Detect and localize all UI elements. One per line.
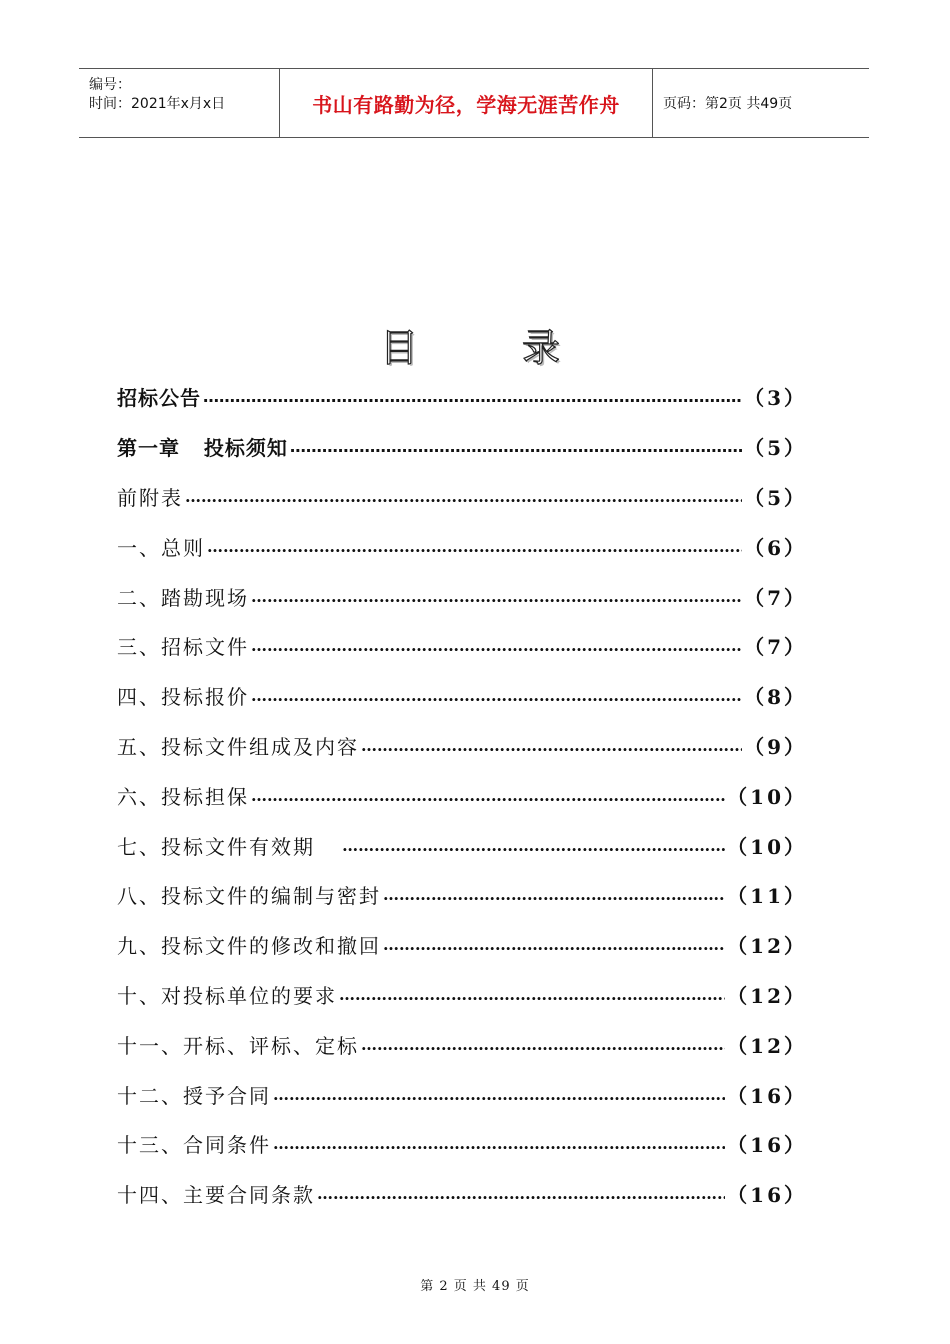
toc-entry-text: 十三、合同条件: [117, 1133, 271, 1158]
toc-entry[interactable]: [117, 870, 807, 920]
toc-entry-page: （16）: [727, 1083, 807, 1108]
toc-entry-page: （7）: [744, 585, 807, 610]
toc-entry[interactable]: [117, 721, 807, 771]
toc-entry-page: （16）: [727, 1183, 807, 1208]
toc-entry[interactable]: [117, 671, 807, 721]
toc-entry-page: （12）: [727, 1033, 807, 1058]
toc-entry-page: （5）: [744, 436, 807, 461]
toc-leader: [290, 437, 742, 456]
toc-leader: [383, 885, 725, 904]
toc-entry-text: 第一章 投标须知: [117, 436, 288, 461]
toc-entry-page: （6）: [744, 535, 807, 560]
toc-leader: [185, 487, 742, 506]
page-header: [79, 68, 869, 138]
toc-entry-page: （3）: [744, 386, 807, 411]
toc-entry-page: （10）: [727, 784, 807, 809]
toc-entry-page: （12）: [727, 983, 807, 1008]
toc-title-char-1: 目: [380, 325, 419, 370]
header-motto-cell: [280, 69, 653, 137]
toc-entry[interactable]: [117, 1119, 807, 1169]
toc-entry-page: （10）: [727, 834, 807, 859]
toc-entry-page: （12）: [727, 934, 807, 959]
toc-leader: [251, 636, 742, 655]
toc-entry-page: （16）: [727, 1133, 807, 1158]
toc-entry[interactable]: [117, 621, 807, 671]
toc-title-char-2: 录: [521, 325, 560, 370]
page-footer: 第 2 页 共 49 页: [420, 1279, 530, 1294]
toc-leader: [361, 1035, 725, 1054]
toc-title: [380, 320, 560, 368]
toc-entry-text: 十、对投标单位的要求: [117, 983, 337, 1008]
toc-leader: [207, 537, 742, 556]
toc-entry-text: 八、投标文件的编制与密封: [117, 884, 381, 909]
toc-entry-text: 三、招标文件: [117, 635, 249, 660]
toc-leader: [203, 387, 742, 406]
toc-entry-text: 七、投标文件有效期: [117, 834, 341, 859]
toc-entry-text: 五、投标文件组成及内容: [117, 734, 359, 759]
toc-entry[interactable]: [117, 1019, 807, 1069]
toc-entry-text: 一、总则: [117, 535, 205, 560]
toc-leader: [361, 736, 742, 755]
toc-leader: [273, 1134, 725, 1153]
toc-entry[interactable]: [117, 1069, 807, 1119]
toc-entry[interactable]: [117, 920, 807, 970]
toc-entry-text: 招标公告: [117, 386, 201, 411]
header-motto: 书山有路勤为径，学海无涯苦作舟: [312, 92, 620, 117]
toc-entry-page: （5）: [744, 485, 807, 510]
toc-entry[interactable]: [117, 970, 807, 1020]
toc-entry-page: （8）: [744, 685, 807, 710]
toc-leader: [251, 686, 742, 705]
toc-leader: [317, 1184, 725, 1203]
toc-entry[interactable]: [117, 770, 807, 820]
toc-entry-text: 六、投标担保: [117, 784, 249, 809]
toc-entry-text: 十一、开标、评标、定标: [117, 1033, 359, 1058]
toc-entry[interactable]: [117, 472, 807, 522]
table-of-contents: [117, 372, 807, 1219]
toc-entry-page: （9）: [744, 734, 807, 759]
document-number-label: 编号：: [89, 77, 131, 93]
toc-entry[interactable]: [117, 571, 807, 621]
toc-leader: [251, 587, 742, 606]
toc-entry-page: （11）: [727, 884, 807, 909]
toc-entry[interactable]: [117, 372, 807, 422]
toc-entry[interactable]: [117, 820, 807, 870]
toc-leader: [273, 1085, 725, 1104]
toc-entry-text: 九、投标文件的修改和撤回: [117, 934, 381, 959]
header-meta-cell: [79, 69, 280, 137]
toc-leader: [339, 985, 725, 1004]
toc-leader: [383, 935, 725, 954]
header-page-cell: [653, 69, 869, 137]
toc-entry-text: 四、投标报价: [117, 685, 249, 710]
toc-entry-text: 十二、授予合同: [117, 1083, 271, 1108]
document-date-label: 时间：2021年x月x日: [89, 96, 226, 112]
toc-entry-text: 前附表: [117, 485, 183, 510]
toc-entry-text: 二、踏勘现场: [117, 585, 249, 610]
toc-entry[interactable]: [117, 422, 807, 472]
header-page-info: 页码：第2页 共49页: [663, 96, 793, 112]
toc-leader: [251, 786, 725, 805]
toc-entry[interactable]: [117, 1169, 807, 1219]
toc-entry-text: 十四、主要合同条款: [117, 1183, 315, 1208]
toc-entry-page: （7）: [744, 635, 807, 660]
toc-entry[interactable]: [117, 521, 807, 571]
toc-leader: [342, 836, 725, 855]
